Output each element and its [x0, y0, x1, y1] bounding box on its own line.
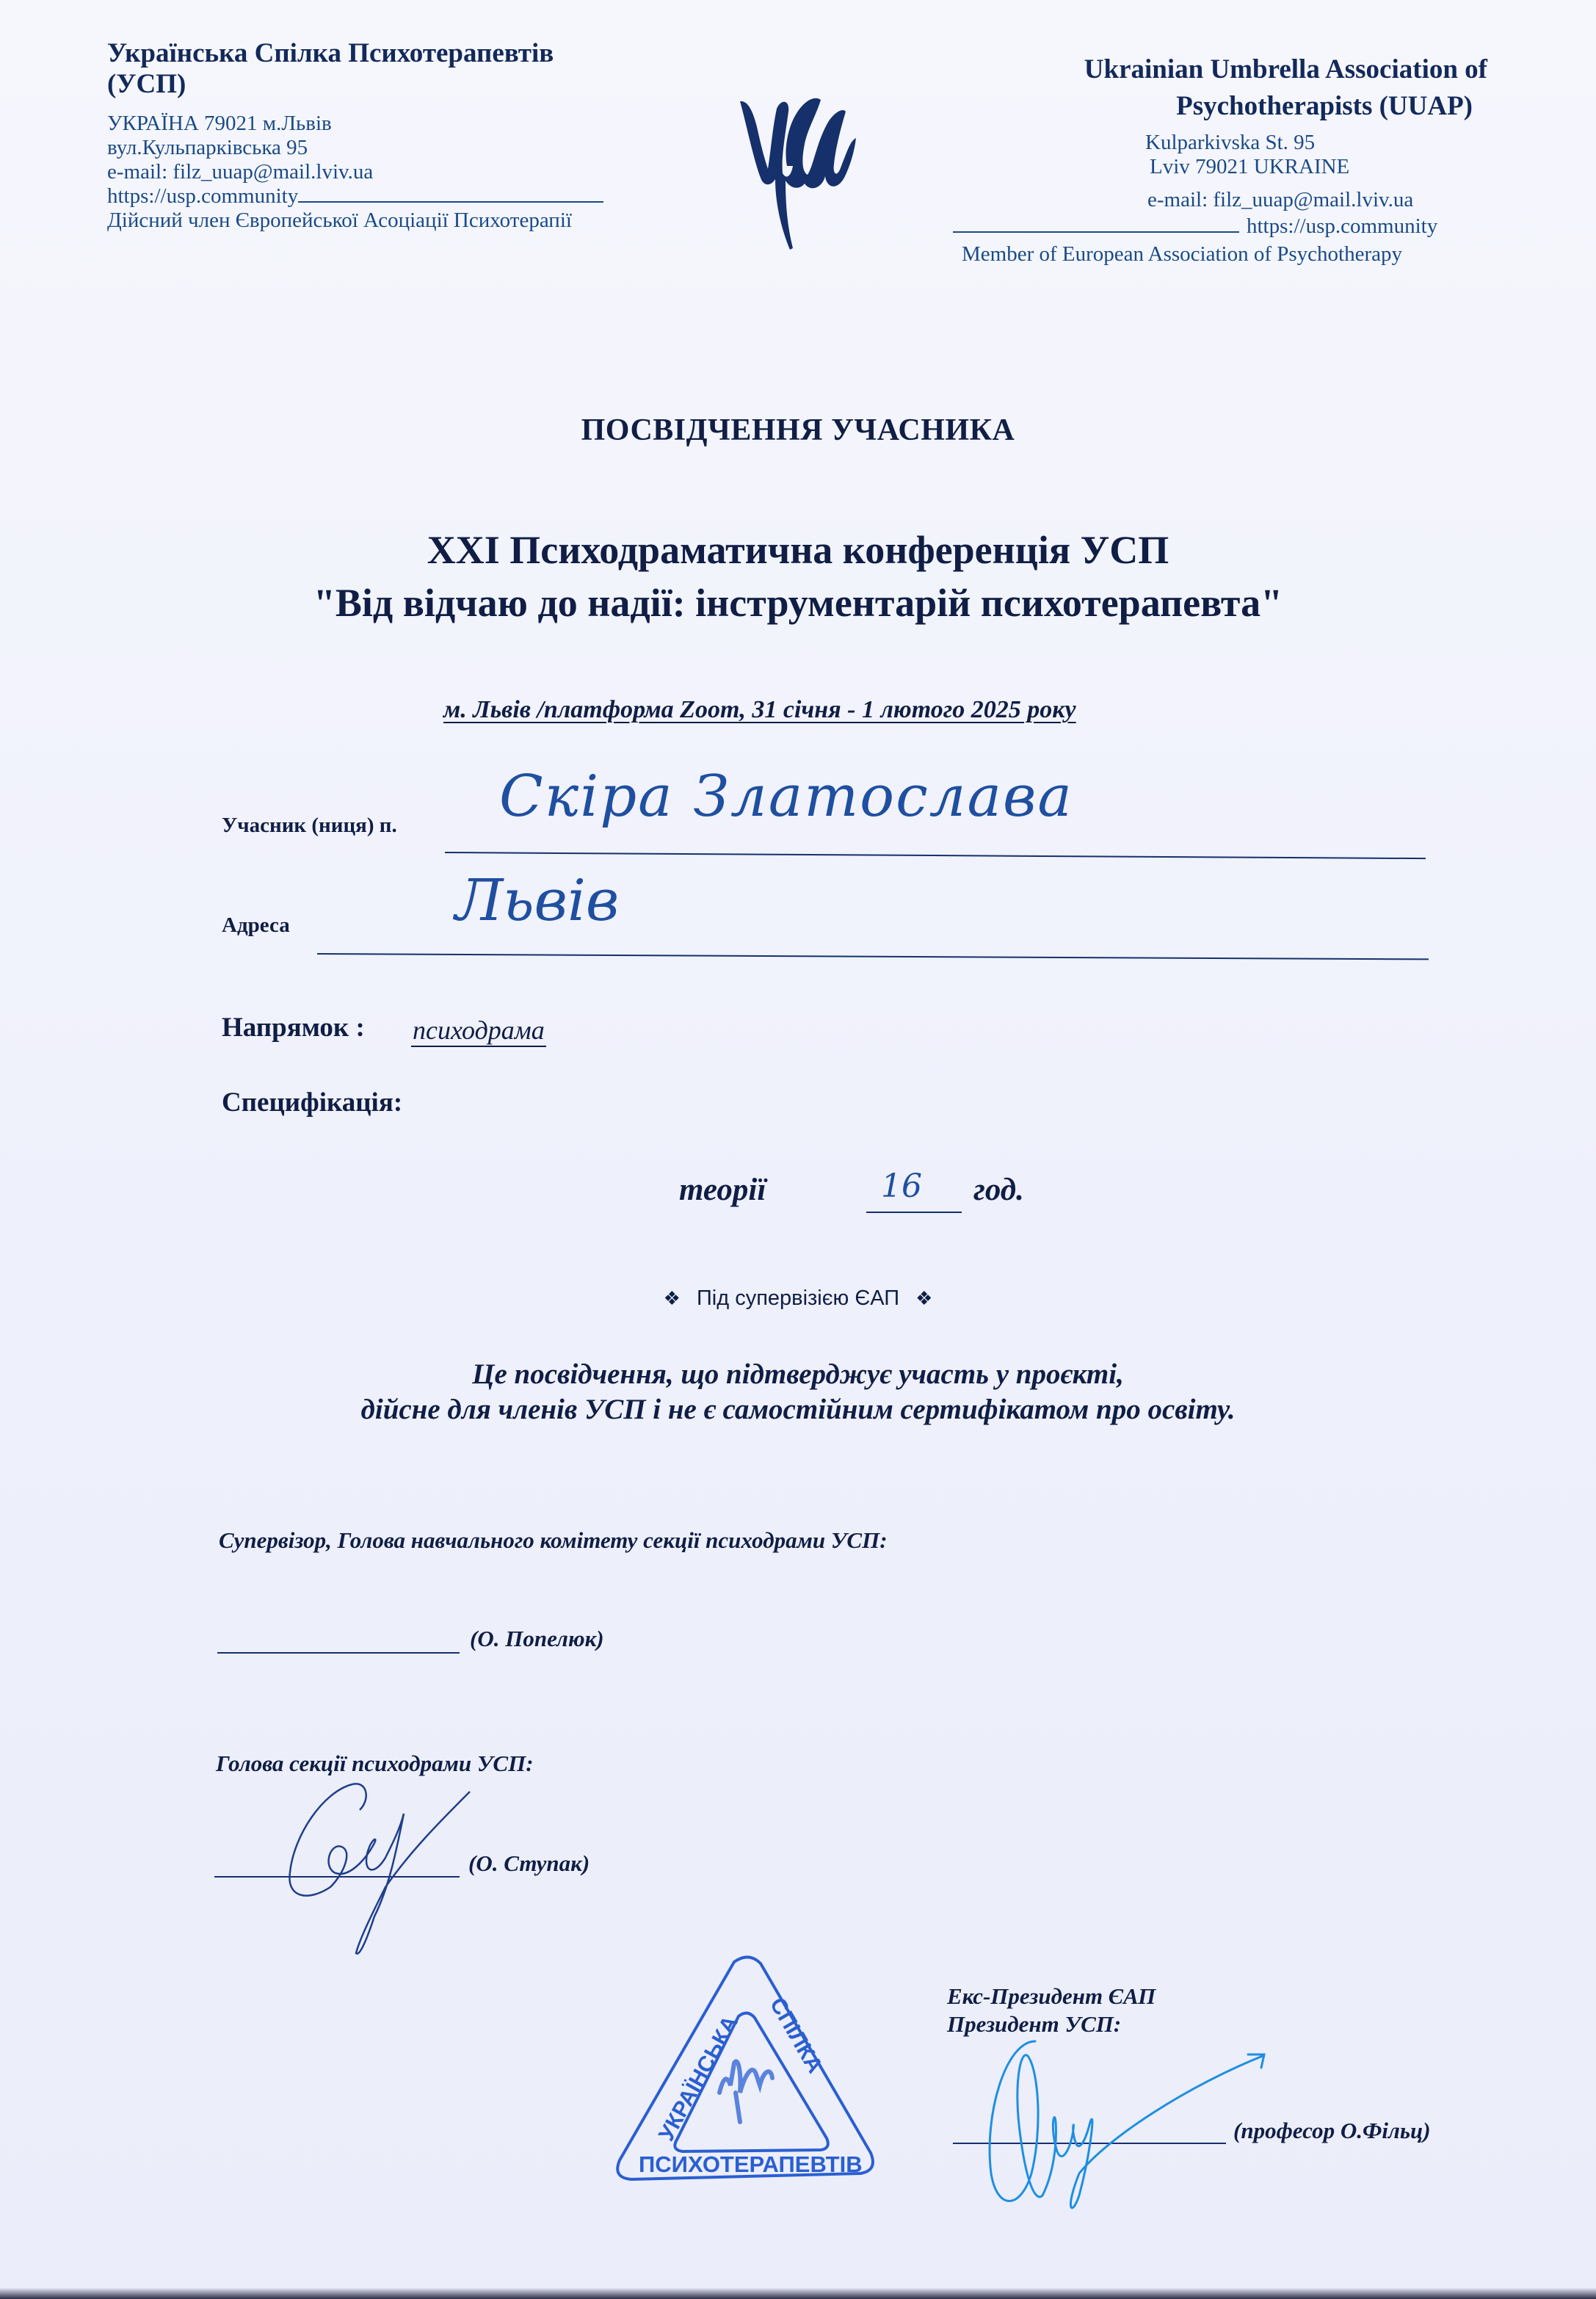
supervisor-name: (О. Попелюк)	[470, 1626, 604, 1651]
ornament-icon: ❖	[663, 1287, 681, 1309]
organization-stamp	[609, 1946, 888, 2195]
org-name-ua-line1: Українська Спілка Психотерапевтів	[107, 38, 554, 68]
validity-notice	[0, 1357, 1596, 1427]
section-head-name: (О. Ступак)	[468, 1850, 590, 1876]
notice-line1: Це посвідчення, що підтверджує участь у проєкті,	[472, 1358, 1124, 1390]
org-website-en-row	[953, 214, 1437, 239]
notice-line2: дійсне для членів УСП і не є самостійним сертифікатом про освіту.	[360, 1394, 1236, 1425]
section-head-role: Голова секції психодрами УСП:	[216, 1751, 534, 1776]
org-address-line2: вул.Кульпарківська 95	[107, 136, 308, 159]
org-website-row	[107, 184, 603, 209]
org-website-en: https://usp.community	[1247, 214, 1438, 238]
theory-hours-handwritten: 16	[881, 1167, 922, 1205]
header-rule-right	[953, 231, 1239, 233]
section-head-signature-icon	[264, 1770, 499, 1961]
stamp-text-left: УКРАЇНСЬКА	[654, 2011, 743, 2146]
org-address-en	[1145, 131, 1349, 179]
supervision-line	[0, 1286, 1596, 1311]
org-website: https://usp.community	[107, 184, 299, 208]
hours-unit: год.	[973, 1173, 1024, 1207]
supervisor-role: Супервізор, Голова навчального комітету секції психодрами УСП:	[219, 1527, 888, 1553]
org-name-ua	[107, 38, 554, 100]
conference-title: XXI Психодраматична конференція УСП	[427, 528, 1169, 572]
supervision-text: Під супервізією ЄАП	[696, 1286, 900, 1310]
org-email-en: e-mail: filz_uuap@mail.lviv.ua	[1147, 188, 1414, 211]
participant-name-handwritten: Скіра Златослава	[499, 764, 1073, 830]
theory-label: теорії	[679, 1173, 766, 1207]
direction-value: психодрама	[411, 1015, 546, 1047]
org-name-en-line1: Ukrainian Umbrella Association of	[1084, 54, 1487, 84]
org-address-en-line2: Lviv 79021 UKRAINE	[1150, 155, 1350, 178]
stamp-text-bottom: ПСИХОТЕРАПЕВТІВ	[639, 2151, 863, 2177]
org-email: e-mail: filz_uuap@mail.lviv.ua	[107, 160, 374, 184]
address-handwritten: Львів	[455, 868, 620, 934]
org-name-en	[1084, 51, 1487, 125]
direction-label: Напрямок :	[222, 1013, 365, 1043]
document-title: ПОСВІДЧЕННЯ УЧАСНИКА	[581, 413, 1015, 447]
president-signature-icon	[969, 2027, 1277, 2225]
ornament-icon: ❖	[915, 1287, 933, 1309]
org-name-ua-line2: (УСП)	[107, 69, 186, 99]
org-membership: Дійсний член Європейської Асоціації Психотерапії	[107, 209, 572, 232]
org-contacts-ua	[107, 112, 603, 233]
supervisor-signature-line	[217, 1652, 460, 1654]
specification-label: Специфікація:	[222, 1087, 403, 1118]
theory-hours-line	[866, 1212, 962, 1213]
org-name-en-line2: Psychotherapists (UUAP)	[1176, 91, 1473, 121]
org-address-line1: УКРАЇНА 79021 м.Львів	[107, 112, 332, 135]
participant-field-line	[445, 852, 1426, 859]
president-name: (професор О.Фільц)	[1233, 2118, 1431, 2143]
conference-place-date: м. Львів /платформа Zoom, 31 січня - 1 лютого 2025 року	[443, 696, 1076, 723]
stamp-text-right: СПІЛКА	[764, 1994, 827, 2078]
president-role-line1: Екс-Президент ЄАП	[947, 1983, 1156, 2009]
address-field-line	[317, 953, 1429, 960]
header-rule	[298, 201, 603, 203]
org-membership-en: Member of European Association of Psychotherapy	[962, 242, 1402, 266]
photo-bottom-edge	[0, 2288, 1596, 2299]
conference-subtitle: "Від відчаю до надії: інструментарій психотерапевта"	[313, 581, 1283, 625]
address-label: Адреса	[222, 913, 290, 937]
president-role-line2: Президент УСП:	[947, 2011, 1122, 2037]
usp-logo-icon	[734, 93, 866, 254]
participant-label: Учасник (ниця) п.	[222, 814, 397, 837]
org-address-en-line1: Kulparkivska St. 95	[1145, 131, 1316, 154]
